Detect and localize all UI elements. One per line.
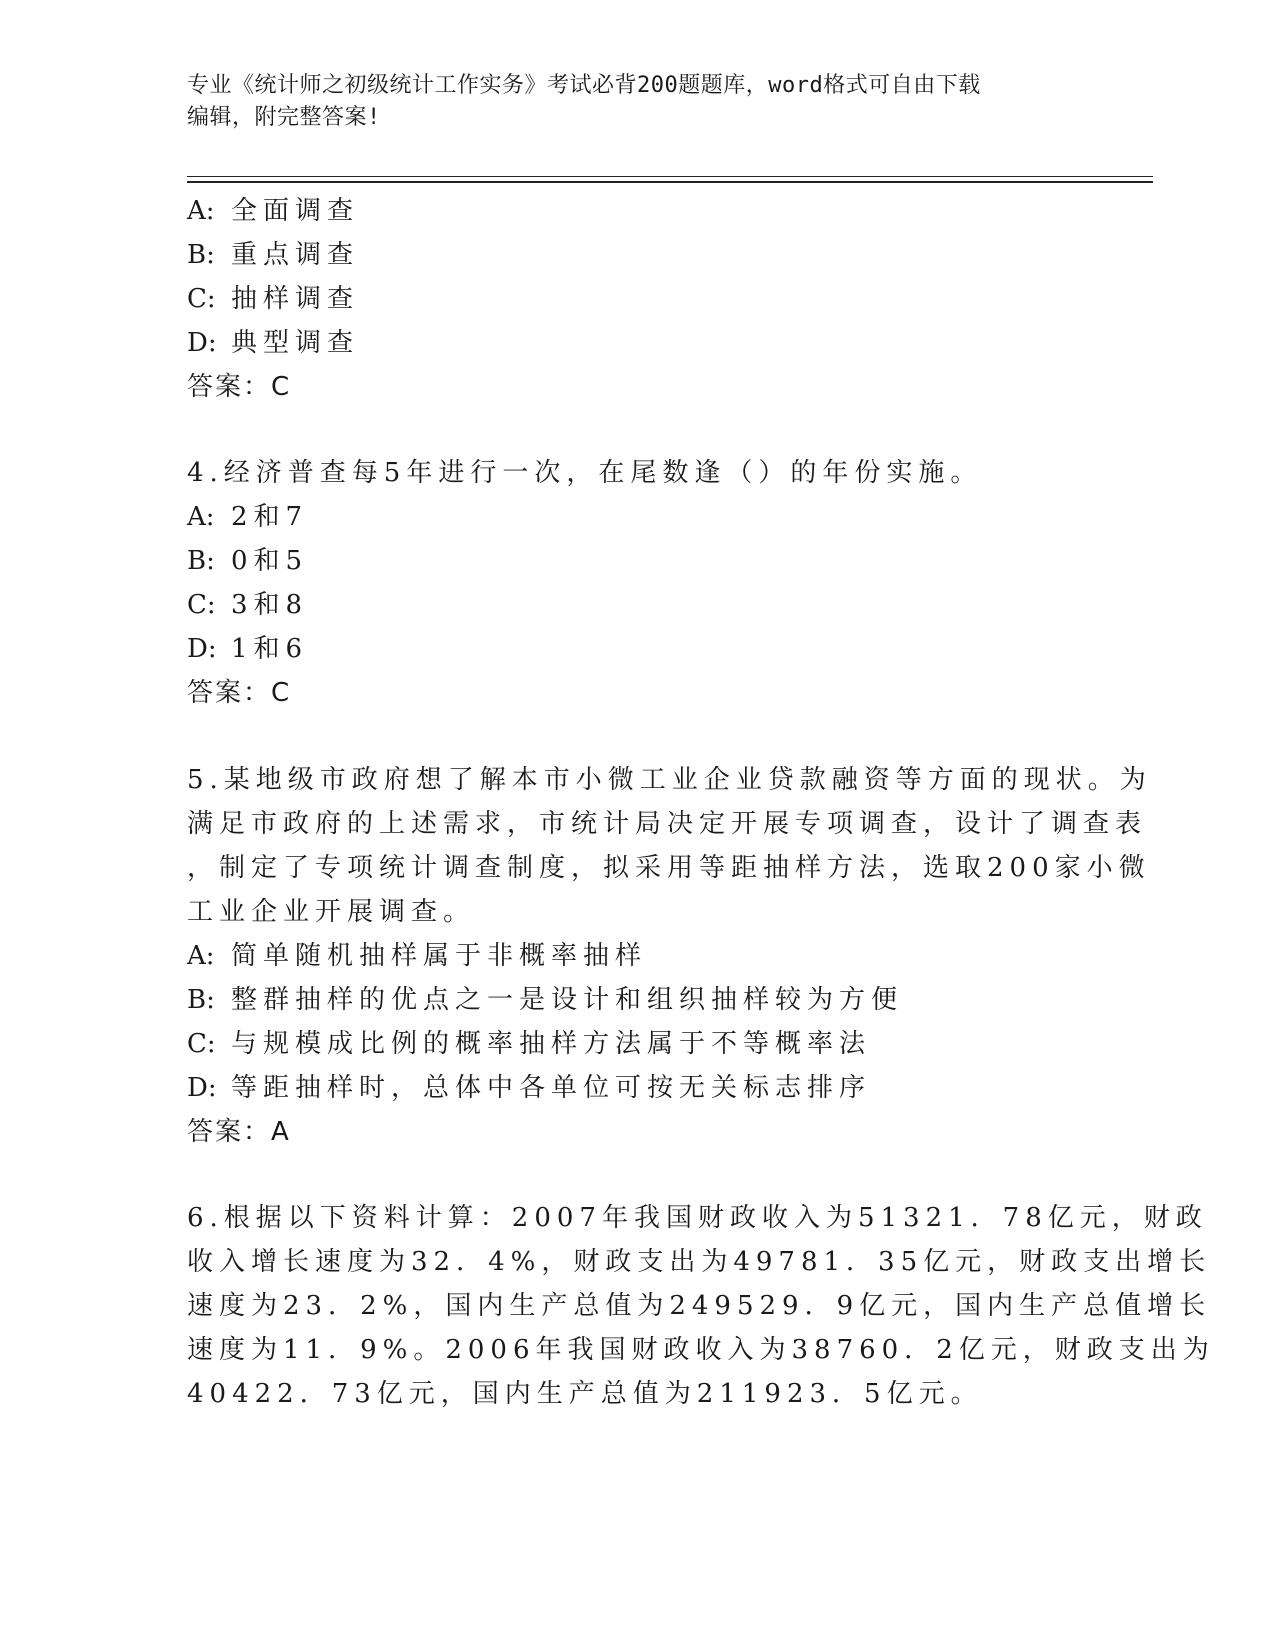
q3-option-d: D: 典型调查 bbox=[187, 328, 360, 358]
q3-option-c: C: 抽样调查 bbox=[187, 284, 360, 314]
header-line-1: 专业《统计师之初级统计工作实务》考试必背200题题库，word格式可自由下载 bbox=[187, 73, 981, 98]
header-divider-thin bbox=[187, 176, 1153, 177]
q3-option-b: B: 重点调查 bbox=[187, 240, 360, 270]
q6-stem-line-1: 6.根据以下资料计算：2007年我国财政收入为51321．78亿元，财政 bbox=[187, 1203, 1208, 1233]
q5-stem-line-4: 工业企业开展调查。 bbox=[187, 897, 476, 927]
q5-option-b: B: 整群抽样的优点之一是设计和组织抽样较为方便 bbox=[187, 985, 904, 1015]
q6-stem-line-4: 速度为11．9%。2006年我国财政收入为38760．2亿元，财政支出为 bbox=[187, 1335, 1215, 1365]
q3-option-a: A: 全面调查 bbox=[187, 196, 360, 226]
q4-option-c: C: 3和8 bbox=[187, 590, 309, 620]
q6-stem-line-2: 收入增长速度为32．4%，财政支出为49781．35亿元，财政支出增长 bbox=[187, 1247, 1212, 1277]
q5-answer: 答案：A bbox=[187, 1117, 291, 1147]
q5-option-d: D: 等距抽样时，总体中各单位可按无关标志排序 bbox=[187, 1073, 872, 1103]
q5-option-c: C: 与规模成比例的概率抽样方法属于不等概率法 bbox=[187, 1029, 872, 1059]
header-line-2: 编辑，附完整答案! bbox=[187, 105, 381, 130]
q5-stem-line-2: 满足市政府的上述需求，市统计局决定开展专项调查，设计了调查表 bbox=[187, 809, 1148, 839]
q4-option-d: D: 1和6 bbox=[187, 634, 309, 664]
q3-answer: 答案：C bbox=[187, 372, 292, 402]
header-divider-thick bbox=[187, 181, 1153, 183]
q5-stem-line-3: ，制定了专项统计调查制度，拟采用等距抽样方法，选取200家小微 bbox=[187, 853, 1151, 883]
q6-stem-line-5: 40422．73亿元，国内生产总值为211923．5亿元。 bbox=[187, 1379, 983, 1409]
q6-stem-line-3: 速度为23．2%，国内生产总值为249529．9亿元，国内生产总值增长 bbox=[187, 1291, 1212, 1321]
document-header bbox=[187, 70, 1067, 134]
q5-option-a: A: 简单随机抽样属于非概率抽样 bbox=[187, 941, 648, 971]
q4-answer: 答案：C bbox=[187, 678, 292, 708]
q5-stem-line-1: 5.某地级市政府想了解本市小微工业企业贷款融资等方面的现状。为 bbox=[187, 765, 1152, 795]
q4-option-a: A: 2和7 bbox=[187, 502, 309, 532]
q4-option-b: B: 0和5 bbox=[187, 546, 309, 576]
q4-stem: 4.经济普查每5年进行一次，在尾数逢（）的年份实施。 bbox=[187, 458, 983, 488]
